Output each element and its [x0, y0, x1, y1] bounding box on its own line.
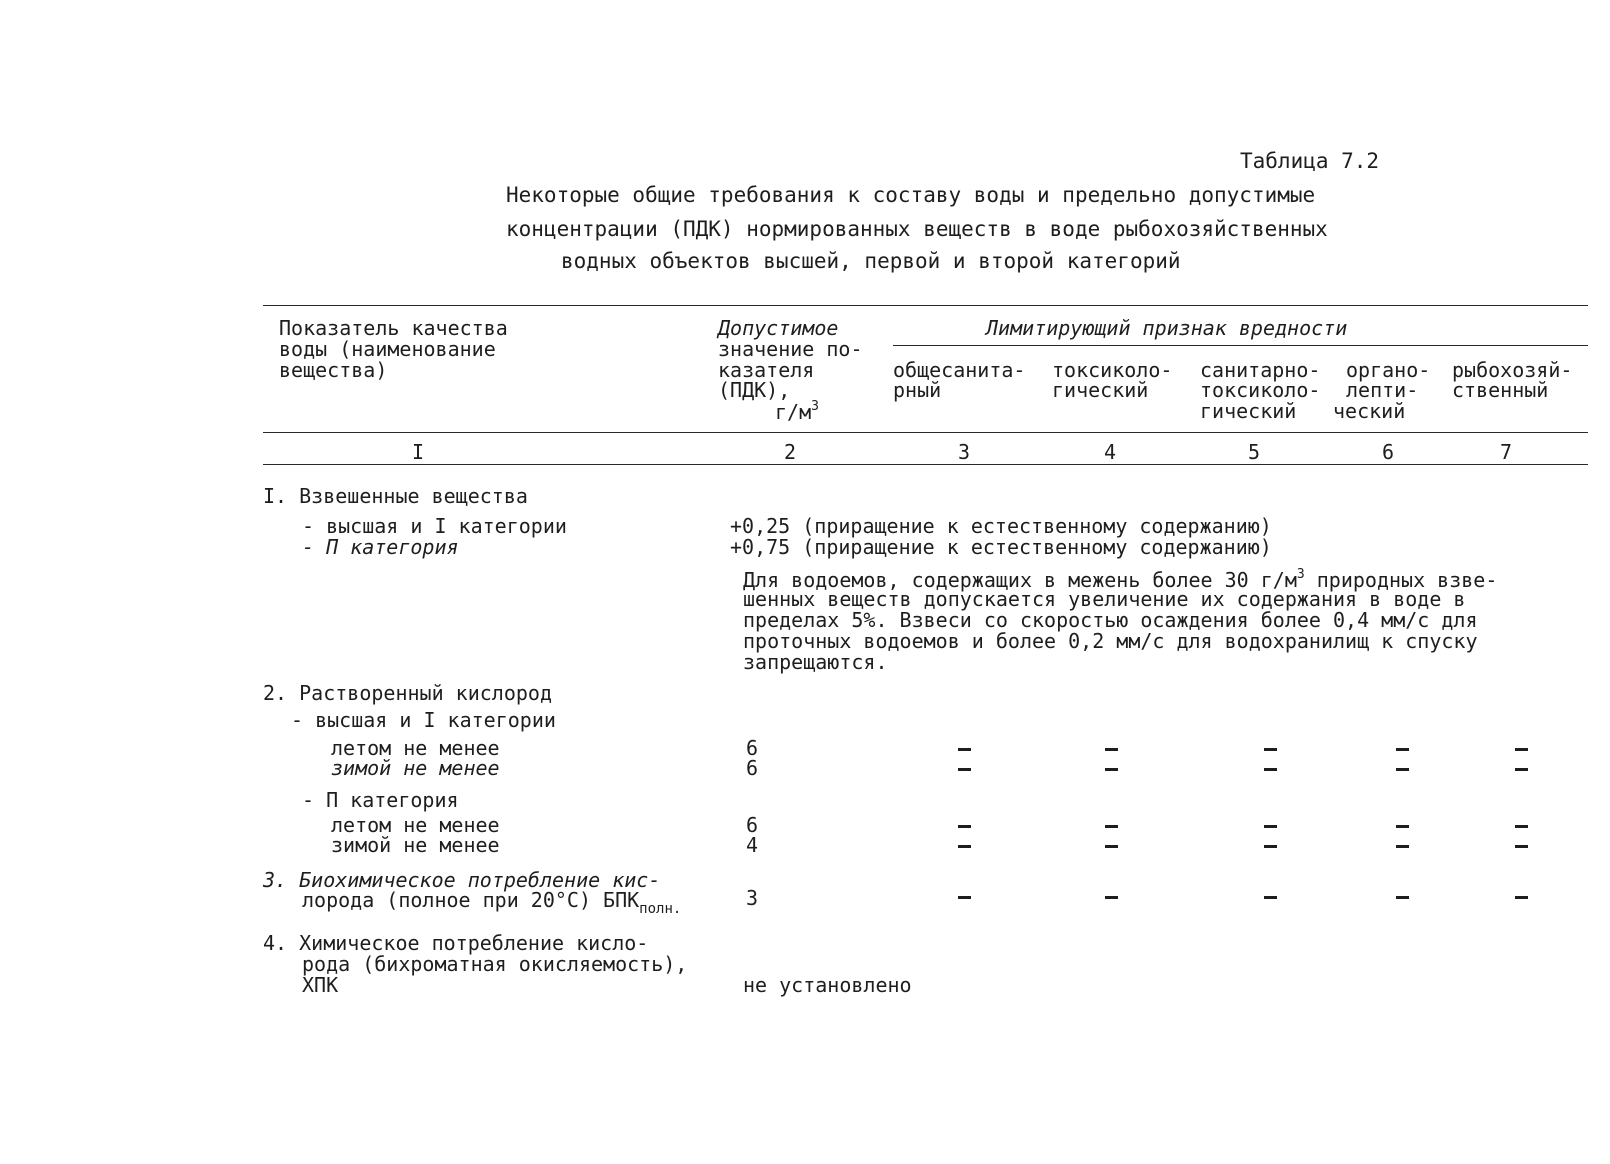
row2-value-winter1: 6 — [746, 756, 759, 780]
dash-mark — [1515, 825, 1528, 828]
header-group-title: Лимитирующий признак вредности — [986, 316, 1348, 340]
header-c5-line-2: токсиколо- — [1200, 378, 1321, 402]
dash-mark — [1396, 768, 1409, 771]
row1-value2: +0,75 (приращение к естественному содержанию) — [730, 535, 1272, 559]
dash-mark — [1105, 896, 1118, 899]
row1-note-line-3: пределах 5%. Взвеси со скоростью осаждения более 0,4 мм/с для — [743, 608, 1478, 632]
dash-mark — [1264, 896, 1277, 899]
row4-line-1: 4. Химическое потребление кисло- — [263, 931, 649, 955]
dash-mark — [1515, 748, 1528, 751]
header-c7-line-1: рыбохозяй- — [1452, 358, 1573, 382]
table-title-line-3: водных объектов высшей, первой и второй категорий — [561, 249, 1181, 273]
header-c6-line-3: ческий — [1333, 399, 1406, 423]
row1-value1: +0,25 (приращение к естественному содержанию) — [730, 514, 1272, 538]
header-c6-line-2: лепти- — [1346, 378, 1419, 402]
row1-title: I. Взвешенные вещества — [263, 484, 528, 508]
header-col1-line-3: вещества) — [279, 358, 388, 382]
dash-mark — [1396, 748, 1409, 751]
column-number-7: 7 — [1500, 440, 1513, 464]
header-group-rule — [893, 345, 1588, 346]
dash-mark — [1264, 825, 1277, 828]
header-c3-line-1: общесанита- — [893, 358, 1026, 382]
row3-line-1: 3. Биохимическое потребление кис- — [263, 868, 661, 892]
row2-value-summer2: 6 — [746, 813, 759, 837]
row2-winter2: зимой не менее — [331, 833, 500, 857]
dash-mark — [1105, 845, 1118, 848]
table-title-line-2: концентрации (ПДК) нормированных веществ в воде рыбохозяйственных — [506, 217, 1328, 241]
dash-mark — [1264, 768, 1277, 771]
dash-mark — [1515, 845, 1528, 848]
row2-value-winter2: 4 — [746, 833, 759, 857]
dash-mark — [1264, 748, 1277, 751]
dash-mark — [1396, 825, 1409, 828]
header-col2-unit: $г/м^3$ — [775, 399, 819, 424]
dash-mark — [958, 845, 971, 848]
column-number-4: 4 — [1104, 440, 1117, 464]
row2-sub1: - высшая и I категории — [291, 708, 556, 732]
header-c6-line-1: органо- — [1346, 358, 1431, 382]
dash-mark — [958, 748, 971, 751]
row4-line-3: ХПК — [302, 973, 339, 997]
header-c3-line-2: рный — [893, 378, 942, 402]
row2-sub2: - П категория — [302, 788, 459, 812]
header-col2-line-1: Допустимое — [718, 316, 839, 340]
row2-summer1: летом не менее — [331, 736, 500, 760]
row1-note-line-2: шенных веществ допускается увеличение их содержания в воде в — [743, 587, 1466, 611]
header-c4-line-2: гический — [1052, 378, 1149, 402]
row1-note-line-4: проточных водоемов и более 0,2 мм/с для водохранилищ к спуску — [743, 629, 1478, 653]
row1-note-line-5: запрещаются. — [743, 650, 888, 674]
row3-value: 3 — [746, 886, 759, 910]
header-col2-line-3: казателя — [718, 358, 815, 382]
dash-mark — [1105, 748, 1118, 751]
numbers-bottom-rule — [263, 464, 1588, 465]
dash-mark — [1105, 825, 1118, 828]
row1-sub1: - высшая и I категории — [302, 514, 567, 538]
table-number: Таблица 7.2 — [1240, 149, 1380, 173]
column-number-1: I — [412, 440, 425, 464]
header-col2-line-4: (ПДК), — [718, 378, 791, 402]
header-c5-line-3: гический — [1200, 399, 1297, 423]
dash-mark — [1515, 768, 1528, 771]
dash-mark — [1105, 768, 1118, 771]
header-c4-line-1: токсиколо- — [1052, 358, 1173, 382]
row1-note-line-1: Для водоемов, содержащих в межень более 30 $г/м^3$ природных взве- — [743, 567, 1498, 592]
header-c5-line-1: санитарно- — [1200, 358, 1321, 382]
row4-line-2: рода (бихроматная окисляемость), — [302, 952, 688, 976]
row3-line-2: лорода (полное при 20°С) $БПК_{полн.}$ — [302, 888, 682, 917]
header-col2-line-2: значение по- — [718, 337, 863, 361]
row2-title: 2. Растворенный кислород — [263, 681, 552, 705]
dash-mark — [1396, 896, 1409, 899]
header-c7-line-2: ственный — [1452, 378, 1549, 402]
column-number-6: 6 — [1382, 440, 1395, 464]
dash-mark — [958, 825, 971, 828]
row2-summer2: летом не менее — [331, 813, 500, 837]
dash-mark — [1515, 896, 1528, 899]
row4-value: не установлено — [743, 973, 912, 997]
column-number-5: 5 — [1248, 440, 1261, 464]
header-bottom-rule — [263, 432, 1588, 433]
dash-mark — [958, 768, 971, 771]
dash-mark — [1264, 845, 1277, 848]
dash-mark — [958, 896, 971, 899]
column-number-3: 3 — [958, 440, 971, 464]
column-number-2: 2 — [784, 440, 797, 464]
row2-value-summer1: 6 — [746, 736, 759, 760]
table-title-line-1: Некоторые общие требования к составу воды и предельно допустимые — [506, 183, 1316, 207]
header-col1-line-1: Показатель качества — [279, 316, 508, 340]
dash-mark — [1396, 845, 1409, 848]
row2-winter1: зимой не менее — [331, 756, 500, 780]
header-col1-line-2: воды (наименование — [279, 337, 496, 361]
row1-sub2: - П категория — [302, 535, 459, 559]
header-top-rule — [263, 305, 1588, 306]
